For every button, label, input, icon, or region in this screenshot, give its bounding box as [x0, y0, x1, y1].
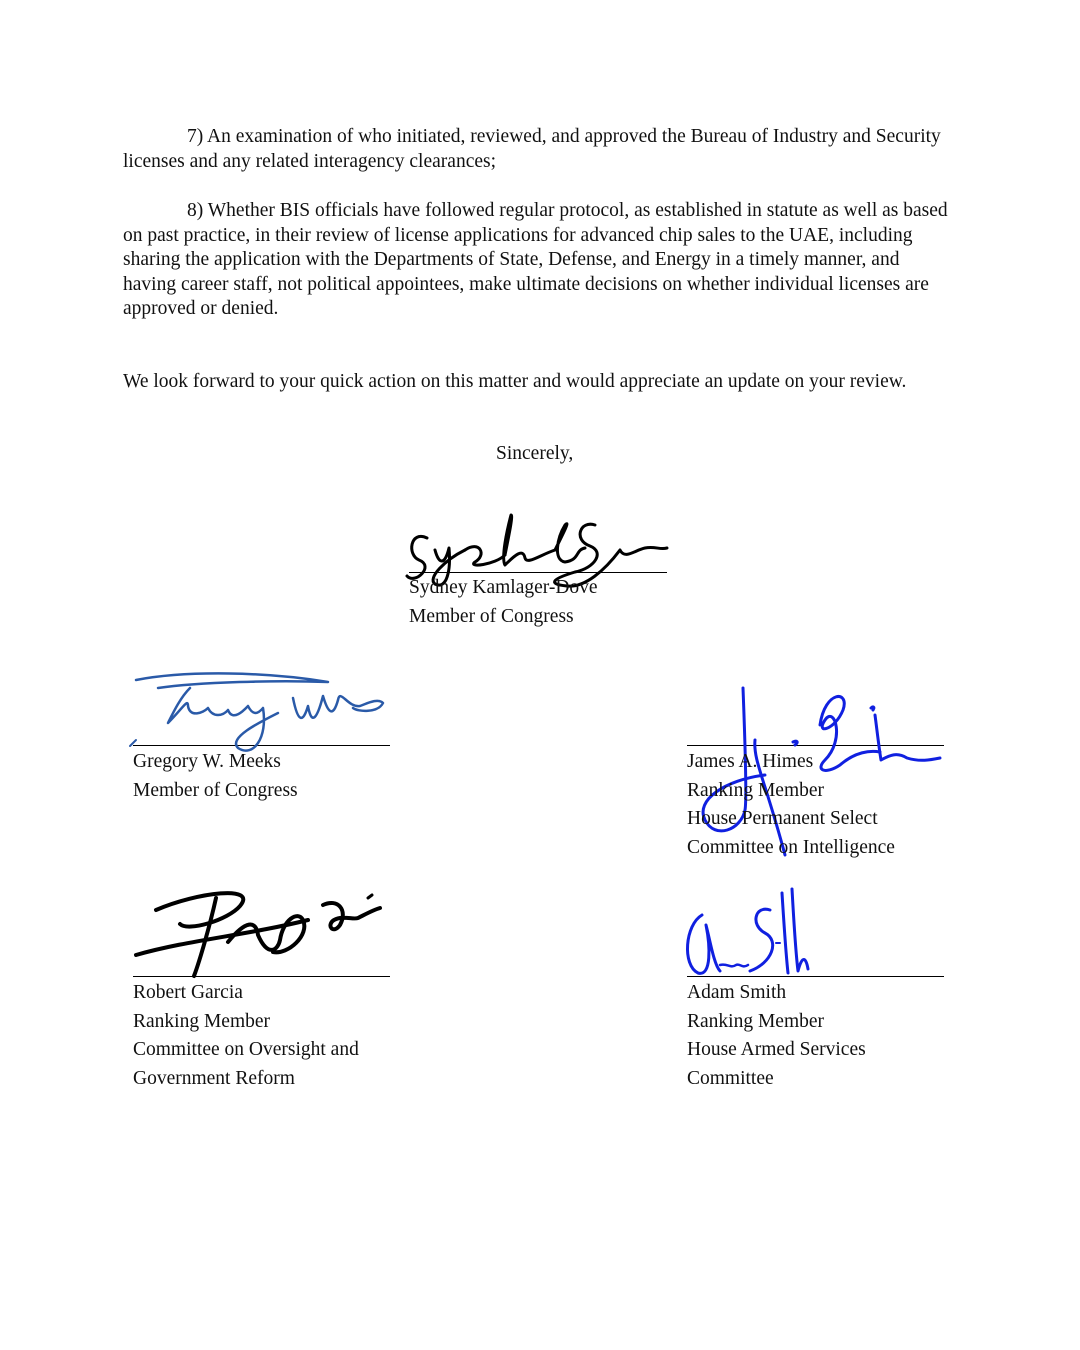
signature-garcia [128, 880, 398, 980]
paragraph-item-7: 7) An examination of who initiated, reviewed, and approved the Bureau of Industry and Security licenses and any related interagency clearances; [123, 126, 941, 172]
paragraph-item-8: 8) Whether BIS officials have followed regular protocol, as established in statute as well as based on past practice, in their review of license applications for advanced chip sales to the UAE, including sharing the application with the Departments of State, Defense, and Energy in a timely manner, and having career staff, not political appointees, make ultimate decisions on whether individual licenses are approved or denied. [123, 200, 948, 319]
signer-committee-line-2: Committee [687, 1067, 774, 1089]
signer-block-himes [687, 748, 895, 862]
signer-name: Gregory W. Meeks [133, 751, 281, 772]
signer-name: Sydney Kamlager-Dove [409, 577, 598, 598]
signer-title: Member of Congress [133, 779, 298, 801]
signer-block-meeks [133, 748, 298, 805]
signer-block-smith [687, 979, 866, 1093]
signer-title: Ranking Member [687, 779, 825, 801]
signature-smith [680, 885, 820, 980]
signer-block-garcia [133, 979, 359, 1093]
signer-title: Ranking Member [133, 1010, 271, 1032]
signer-committee-line-1: House Permanent Select [687, 808, 878, 829]
signer-committee-line-2: Government Reform [133, 1067, 295, 1089]
signer-block-kamlager-dove [409, 574, 598, 631]
signer-name: Robert Garcia [133, 982, 243, 1003]
signer-name: Adam Smith [687, 982, 787, 1003]
closing-request-paragraph: We look forward to your quick action on this matter and would appreciate an update on your review. [123, 371, 907, 392]
signer-committee-line-1: House Armed Services [687, 1039, 866, 1060]
signer-title: Ranking Member [687, 1010, 825, 1032]
signer-name: James A. Himes [687, 751, 814, 772]
signer-title: Member of Congress [409, 605, 574, 627]
signer-committee-line-2: Committee on Intelligence [687, 836, 895, 858]
signer-committee-line-1: Committee on Oversight and [133, 1039, 359, 1060]
closing-salutation: Sincerely, [496, 443, 574, 464]
